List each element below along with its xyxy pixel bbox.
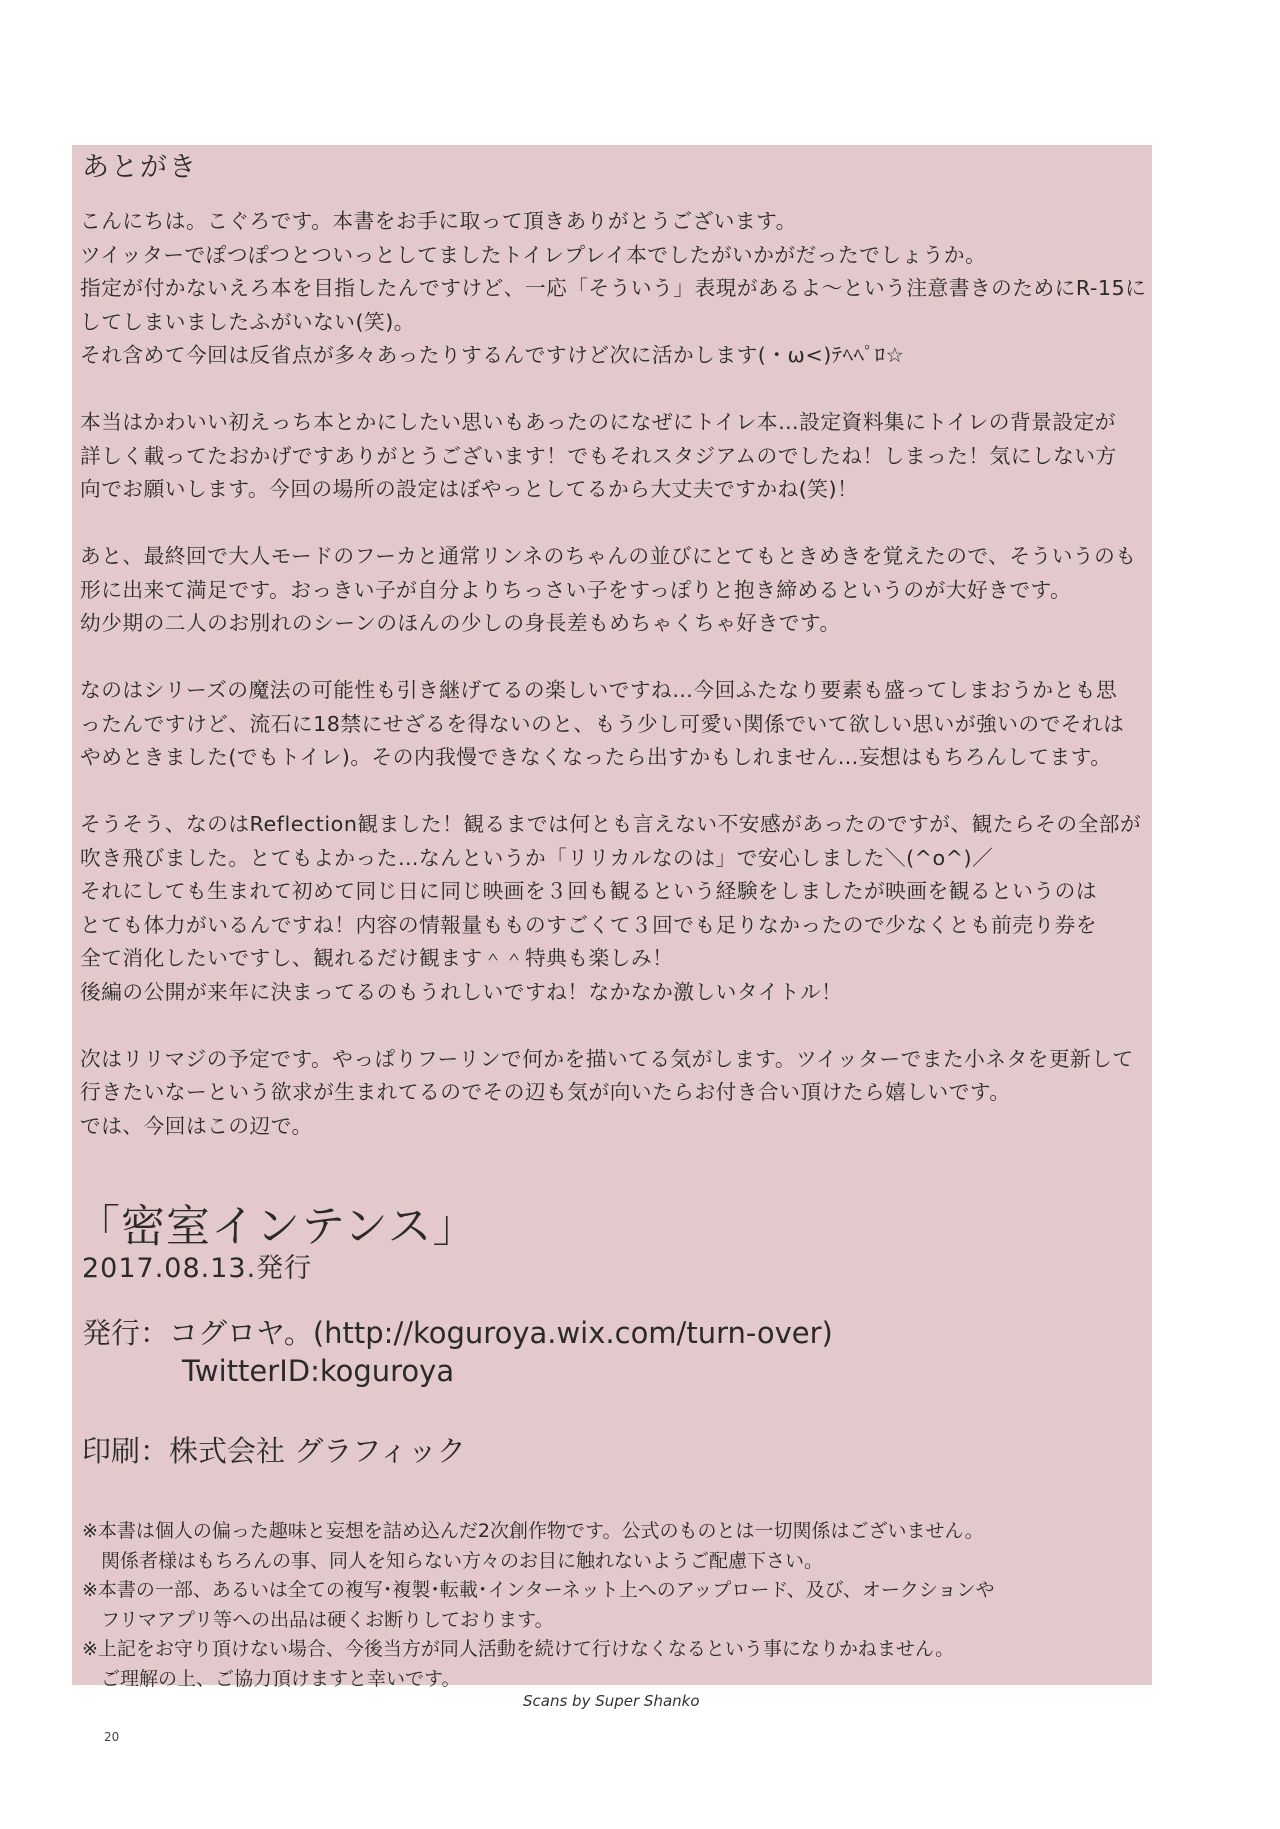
book-title: 「密室インテンス」 xyxy=(76,1201,478,1252)
text-line: ったんですけど、流石に18禁にせざるを得ないのと、もう少し可愛い関係でいて欲しい思いが強いのでそれは xyxy=(80,711,1125,736)
afterword-body xyxy=(80,205,1148,1143)
text-line: それにしても生まれて初めて同じ日に同じ映画を３回も観るという経験をしましたが映画を観るというのは xyxy=(80,879,1098,903)
text-line: 本当はかわいい初えっち本とかにしたい思いもあったのになぜにトイレ本…設定資料集にトイレの背景設定が xyxy=(80,410,1116,434)
text-line: 幼少期の二人のお別れのシーンのほんの少しの身長差もめちゃくちゃ好きです。 xyxy=(80,611,841,635)
afterword-paragraph-5 xyxy=(80,808,1148,1009)
text-line: ツイッターでぽつぽつとついっとしてましたトイレプレイ本でしたがいかがだったでしょうか。 xyxy=(80,242,987,267)
note-line: 関係者様はもちろんの事、同人を知らない方々のお目に触れないようご配慮下さい。 xyxy=(82,1549,824,1572)
text-line: それ含めて今回は反省点が多々あったりするんですけど次に活かします(・ω<)ﾃﾍﾍﾟﾛ☆ xyxy=(80,343,905,367)
text-line: 後編の公開が来年に決まってるのもうれしいですね！なかなか激しいタイトル！ xyxy=(80,979,843,1004)
text-line: とても体力がいるんですね！内容の情報量もものすごくて３回でも足りなかったので少なくとも前売り券を xyxy=(80,912,1098,937)
text-line: 向でお願いします。今回の場所の設定はぼやっとしてるから大丈夫ですかね(笑)！ xyxy=(80,477,859,501)
note-line: ※本書は個人の偏った趣味と妄想を詰め込んだ2次創作物です。公式のものとは一切関係はございません。 xyxy=(82,1520,984,1542)
afterword-paragraph-1 xyxy=(80,205,1148,373)
publisher-line: 発行：コグロヤ。(http://koguroya.wix.com/turn-over) xyxy=(82,1316,833,1350)
text-line: では、今回はこの辺で。 xyxy=(80,1113,313,1138)
text-line: 指定が付かないえろ本を目指したんですけど、一応「そういう」表現があるよ～という注意書きのためにR-15に xyxy=(80,276,1147,300)
text-line: そうそう、なのはReflection観ました！観るまでは何とも言えない不安感があったのですが、観たらその全部が xyxy=(80,812,1142,836)
note-line: ※本書の一部、あるいは全ての複写･複製･転載･インターネット上へのアップロード、及び、オークションや xyxy=(82,1579,995,1601)
text-line: 次はリリマジの予定です。やっぱりフーリンで何かを描いてる気がします。ツイッターでまた小ネタを更新して xyxy=(80,1046,1134,1071)
note-line: フリマアプリ等への出品は硬くお断りしております。 xyxy=(82,1608,554,1631)
afterword-paragraph-4 xyxy=(80,674,1148,775)
disclaimer-notes xyxy=(82,1517,995,1694)
text-line: してしまいましたふがいない(笑)。 xyxy=(80,309,415,334)
afterword-heading: あとがき xyxy=(82,152,198,183)
note-line: ご理解の上、ご協力頂けますと幸いです。 xyxy=(82,1667,461,1690)
text-line: 形に出来て満足です。おっきい子が自分よりちっさい子をすっぽりと抱き締めるというのが大好きです。 xyxy=(80,577,1072,602)
text-line: 詳しく載ってたおかげですありがとうございます！でもそれスタジアムのでしたね！しまった！気にしない方 xyxy=(80,443,1117,468)
afterword-paragraph-2 xyxy=(80,406,1148,507)
text-line: 行きたいなーという欲求が生まれてるのでその辺も気が向いたらお付き合い頂けたら嬉しいです。 xyxy=(80,1080,1011,1104)
twitter-id: TwitterID:koguroya xyxy=(182,1354,455,1388)
text-line: 吹き飛びました。とてもよかった…なんというか「リリカルなのは」で安心しました＼(^o^)／ xyxy=(80,845,994,870)
afterword-panel xyxy=(72,145,1152,1690)
publication-date: 2017.08.13.発行 xyxy=(82,1253,313,1284)
text-line: 全て消化したいですし、観れるだけ観ます＾＾特典も楽しみ！ xyxy=(80,946,674,970)
afterword-paragraph-6 xyxy=(80,1043,1148,1144)
text-line: こんにちは。こぐろです。本書をお手に取って頂きありがとうございます。 xyxy=(80,209,797,233)
text-line: あと、最終回で大人モードのフーカと通常リンネのちゃんの並びにとてもときめきを覚えたので、そういうのも xyxy=(80,544,1137,568)
scan-credit: Scans by Super Shanko xyxy=(523,1692,700,1710)
note-line: ※上記をお守り頂けない場合、今後当方が同人活動を続けて行けなくなるという事になりかねません。 xyxy=(82,1638,955,1660)
text-line: なのはシリーズの魔法の可能性も引き継げてるの楽しいですね…今回ふたなり要素も盛ってしまおうかとも思 xyxy=(80,678,1118,702)
afterword-paragraph-3 xyxy=(80,540,1148,641)
page-number: 20 xyxy=(104,1730,120,1744)
printer-line: 印刷：株式会社 グラフィック xyxy=(82,1434,466,1468)
text-line: やめときました(でもトイレ)。その内我慢できなくなったら出すかもしれません…妄想はもちろんしてます。 xyxy=(80,745,1112,769)
